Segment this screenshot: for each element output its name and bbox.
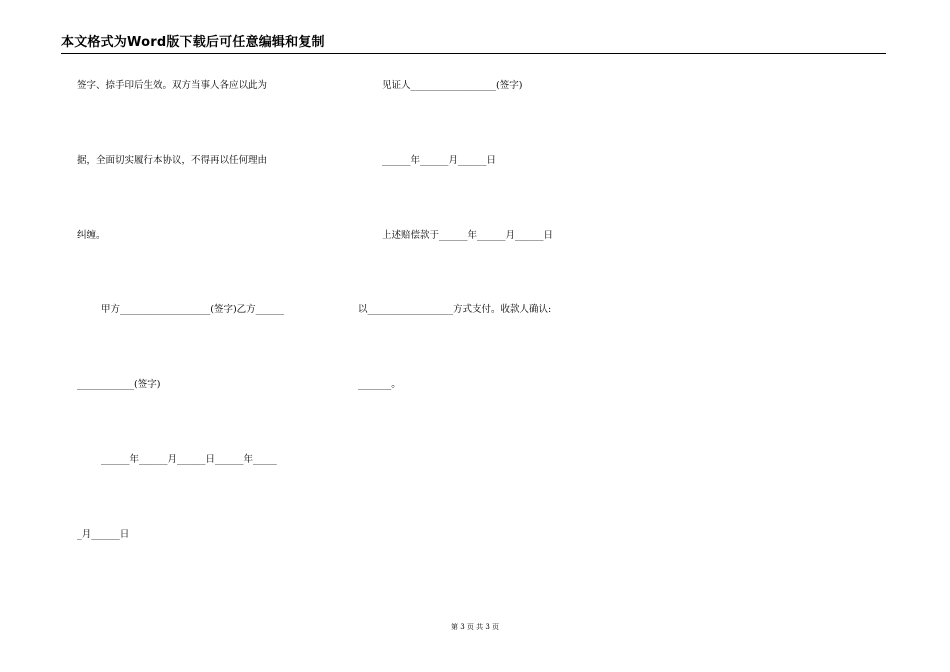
document-header: 本文格式为Word版下载后可任意编辑和复制 xyxy=(61,35,325,50)
right-line-3: 上述赔偿款于______年______月______日 xyxy=(382,230,554,241)
right-line-5: _______。 xyxy=(358,379,401,390)
page-number: 第 3 页 共 3 页 xyxy=(450,623,500,631)
left-line-5: ____________(签字) xyxy=(77,379,161,390)
right-line-2: ______年______月______日 xyxy=(382,155,497,166)
left-line-1: 签字、捺手印后生效。双方当事人各应以此为 xyxy=(77,80,268,91)
left-line-2: 据，全面切实履行本协议，不得再以任何理由 xyxy=(77,155,268,166)
header-divider xyxy=(61,53,886,54)
right-line-4: 以__________________方式支付。收款人确认: xyxy=(358,304,552,315)
left-line-7: _月______日 xyxy=(77,529,130,540)
left-line-4: 甲方___________________(签字)乙方______ xyxy=(101,304,285,315)
left-line-6: ______年______月______日______年_____ xyxy=(101,454,277,465)
left-line-3: 纠缠。 xyxy=(77,230,106,241)
right-line-1: 见证人__________________(签字) xyxy=(382,80,523,91)
